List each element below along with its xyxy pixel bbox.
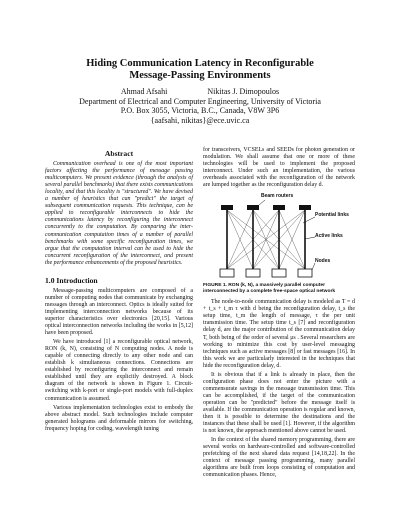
affiliation: Department of Electrical and Computer Engineering, University of Victoria: [79, 96, 321, 106]
title-line-1: Hiding Communication Latency in Reconfigurable: [86, 58, 314, 69]
potential-links-label: Potential links: [315, 212, 349, 219]
nodes: [220, 269, 312, 277]
abstract-heading: Abstract: [104, 149, 134, 158]
intro-heading: 1.0 Introduction: [45, 275, 98, 285]
intro-paragraph-1: Message-passing multicomputers are composed of a number of computing nodes that communicate by exchanging messages through an interconnect. Optics is ideally suited for implementing interconnection networks because of its superior characteristics over electronics [20,15]. Various optical interconnection networks including the works in [5,12] have been proposed.: [45, 287, 193, 337]
author-1: Ahmad Afsahi: [120, 87, 168, 96]
right-paragraph-1: The node-to-node communication delay is modeled as T = d + t_s + t_m τ with d being the reconfiguration delay, t_s the setup time, t_m the length of message, τ the per unit transmission time. The setup time t_s [7] and reconfiguration delay d, are the major contribution of the communication delay T, both being of the order of several μs . Several researchers are working to minimize this cost by user-level messaging techniques such as active messages [8] or fast messages [16]. In this work we are particularly interested in the techniques that hide the reconfiguration delay, d.: [203, 299, 355, 369]
left-column: [45, 147, 193, 433]
emails: {aafsahi, nikitas}@ece.uvic.ca: [150, 115, 250, 125]
active-links-label: Active links: [315, 233, 343, 240]
right-paragraph-3: In the context of the shared memory programming, there are several works on hardware-controlled and software-controlled prefetching of the next shared data request [14,18,22]. In the context of message passing programming, many parallel algorithms are built from loops consisting of computation and communication phases. Hence,: [203, 437, 355, 479]
label-pointers: [259, 200, 315, 270]
intro-paragraph-2: We have introduced [1] a reconfigurable optical network, RON (k, N), consisting of N computing nodes. A node is capable of connecting directly to any other node and can establish k simultaneous connections. Connections are established by reconfiguring the interconnect and remain established until they are explicitly destroyed. A block diagram of the network is shown in Figure 1. Circuit-switching with k-port or single-port models with full-duplex communication is assumed.: [45, 339, 193, 402]
potential-links: [227, 210, 305, 269]
title-line-2: Message-Passing Environments: [129, 70, 271, 81]
beam-routers-label: Beam routers: [261, 193, 294, 200]
right-column: [203, 147, 355, 479]
author-block: [40, 87, 360, 125]
intro-paragraph-3: Various implementation technologies exist to embody the above abstract model. Such technologies include computer generated holograms and deformable mirrors for switching, frequency hoping for coding, wavelength tuning: [45, 404, 193, 432]
author-2: Nikitas J. Dimopoulos: [207, 87, 280, 96]
nodes-label: Nodes: [315, 258, 331, 265]
right-paragraph-2: It is obvious that if a link is already in place, then the configuration phase does not enter the picture with a commensurate savings in the message transmission time. This can be accomplished, if the target of the communication operation can be "predicted" before the message itself is available. If the communication operation is regular and known, then it is possible to determine the destinations and the instances that these shall be used [1]. However, if the algorithm is not known, the approach mentioned above cannot be used.: [203, 371, 355, 435]
figure-1: [203, 193, 355, 299]
paper-title: [40, 58, 360, 82]
right-paragraph-0: for transceivers, VCSELs and SEEDs for photon generation or modulation. We shall assume that one or more of these technologies will be used to implement the proposed interconnect. Under such an implementation, the various overheads associated with the reconfiguration of the network are lumped together as the reconfiguration delay d.: [203, 147, 355, 189]
address: P.O. Box 3055, Victoria, B.C., Canada, V8W 3P6: [120, 106, 280, 115]
author-names: [40, 87, 360, 97]
abstract-text: Communication overhead is one of the most important factors affecting the performance of message passing multicomputers. We present evidence (through the analysis of several parallel benchmarks) that there exists communications locality, and that this locality is "structured". We have devised a number of heuristics that can "predict" the target of subsequent communication requests. This technique, can be applied to reconfigurable interconnects to hide the communications latency by reconfiguring the interconnect concurrently to the computation. By comparing the inter-communication computation times of a number of parallel benchmarks with some specific reconfiguration times, we argue that the computation interval can be used to hide the concurrent reconfiguration of the interconnect, and present the performance enhancements of the proposed heuristics.: [45, 161, 193, 266]
figure-caption: FIGURE 1. RON (k, N), a massively parallel computer interconnected by a complete free-space optical network: [203, 283, 336, 295]
beam-routers: [221, 205, 311, 210]
